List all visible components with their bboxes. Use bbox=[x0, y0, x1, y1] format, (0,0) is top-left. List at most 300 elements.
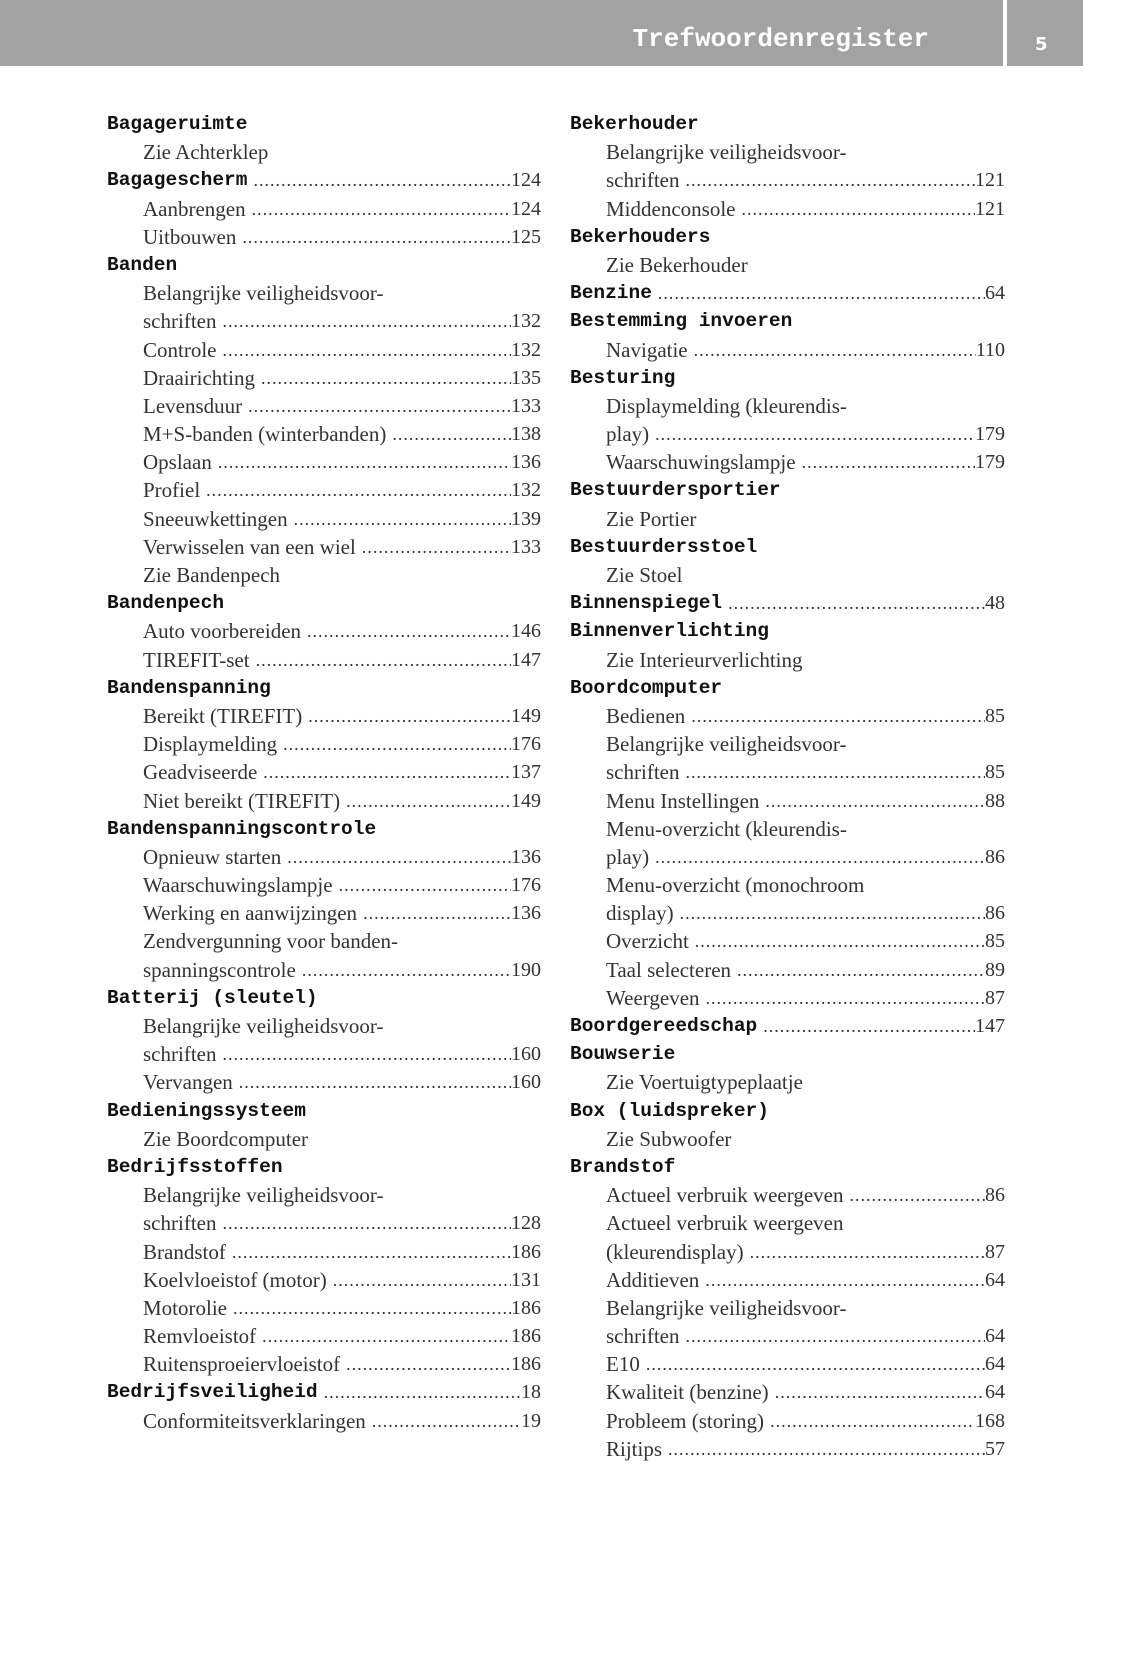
dot-leader bbox=[288, 505, 511, 533]
entry-text: Auto voorbereiden bbox=[143, 619, 302, 644]
index-entry bbox=[107, 815, 541, 843]
dot-leader bbox=[757, 1012, 975, 1040]
index-subentry bbox=[107, 1350, 541, 1378]
index-subentry bbox=[570, 815, 1005, 843]
dot-leader bbox=[722, 589, 985, 617]
entry-text: Batterij (sleutel) bbox=[107, 986, 318, 1009]
dot-leader bbox=[662, 1435, 985, 1463]
index-subentry bbox=[107, 1012, 541, 1040]
entry-text: Probleem (storing) bbox=[606, 1408, 765, 1433]
dot-leader bbox=[649, 843, 985, 871]
entry-text: Belangrijke veiligheidsvoor- bbox=[143, 281, 384, 306]
index-subentry bbox=[570, 251, 1005, 279]
dot-leader bbox=[246, 195, 511, 223]
page-reference: 121 bbox=[975, 169, 1005, 192]
page-reference: 132 bbox=[511, 338, 541, 361]
page-reference: 176 bbox=[511, 874, 541, 897]
page-reference: 88 bbox=[985, 789, 1005, 812]
dot-leader bbox=[356, 533, 511, 561]
page-reference: 64 bbox=[985, 1381, 1005, 1404]
index-subentry bbox=[570, 871, 1005, 899]
entry-text: Draairichting bbox=[143, 365, 255, 390]
page-reference: 128 bbox=[511, 1212, 541, 1235]
index-subentry bbox=[107, 223, 541, 251]
header-divider bbox=[1003, 0, 1007, 66]
index-entry bbox=[570, 589, 1005, 617]
entry-text: Opnieuw starten bbox=[143, 844, 282, 869]
entry-text: play) bbox=[606, 422, 650, 447]
page-reference: 64 bbox=[985, 282, 1005, 305]
entry-text: schriften bbox=[143, 1042, 217, 1067]
entry-text: Levensduur bbox=[143, 393, 243, 418]
dot-leader bbox=[255, 364, 511, 392]
entry-text: (kleurendisplay) bbox=[606, 1239, 744, 1264]
index-subentry bbox=[107, 364, 541, 392]
page-reference: 131 bbox=[511, 1268, 541, 1291]
index-entry bbox=[570, 223, 1005, 251]
dot-leader bbox=[679, 758, 985, 786]
entry-text: Boordgereedschap bbox=[570, 1015, 758, 1037]
entry-text: schriften bbox=[143, 309, 217, 334]
index-entry bbox=[107, 984, 541, 1012]
entry-text: Aanbrengen bbox=[143, 196, 246, 221]
dot-leader bbox=[366, 1407, 521, 1435]
index-subentry bbox=[107, 1068, 541, 1096]
index-entry bbox=[570, 279, 1005, 307]
entry-text: Bedrijfsstoffen bbox=[107, 1155, 283, 1178]
page-reference: 64 bbox=[985, 1325, 1005, 1348]
index-column-right bbox=[570, 110, 1005, 1463]
index-subentry bbox=[107, 392, 541, 420]
index-subentry bbox=[107, 1125, 541, 1153]
page-reference: 176 bbox=[511, 733, 541, 756]
entry-text: Bekerhouders bbox=[570, 225, 711, 248]
entry-text: Zie Voertuigtypeplaatje bbox=[606, 1070, 803, 1095]
page-reference: 110 bbox=[975, 338, 1005, 361]
entry-text: Bouwserie bbox=[570, 1043, 676, 1066]
entry-text: schriften bbox=[606, 760, 680, 785]
entry-text: Ruitensproeiervloeistof bbox=[143, 1352, 341, 1377]
entry-text: Binnenverlichting bbox=[570, 620, 769, 643]
index-subentry bbox=[570, 420, 1005, 448]
page-reference: 86 bbox=[985, 902, 1005, 925]
index-subentry bbox=[570, 561, 1005, 589]
page-number: 5 bbox=[1035, 34, 1048, 55]
entry-text: Menu Instellingen bbox=[606, 788, 760, 813]
index-entry bbox=[107, 589, 541, 617]
entry-text: Profiel bbox=[143, 478, 201, 503]
page-reference: 87 bbox=[985, 986, 1005, 1009]
dot-leader bbox=[688, 336, 976, 364]
index-entry bbox=[570, 476, 1005, 504]
index-entry bbox=[570, 1153, 1005, 1181]
entry-text: Sneeuwkettingen bbox=[143, 506, 288, 531]
page-reference: 135 bbox=[511, 366, 541, 389]
entry-text: Bagagescherm bbox=[107, 169, 248, 192]
index-subentry bbox=[107, 1322, 541, 1350]
entry-text: Opslaan bbox=[143, 450, 212, 475]
index-subentry bbox=[570, 1294, 1005, 1322]
page-reference: 132 bbox=[511, 310, 541, 333]
dot-leader bbox=[200, 476, 511, 504]
dot-leader bbox=[227, 1294, 511, 1322]
index-subentry bbox=[107, 646, 541, 674]
dot-leader bbox=[340, 1350, 511, 1378]
dot-leader bbox=[296, 956, 511, 984]
index-subentry bbox=[107, 956, 541, 984]
entry-text: Zie Interieurverlichting bbox=[606, 647, 803, 672]
dot-leader bbox=[216, 1209, 511, 1237]
dot-leader bbox=[735, 195, 975, 223]
dot-leader bbox=[333, 871, 511, 899]
index-subentry bbox=[107, 843, 541, 871]
page-reference: 18 bbox=[521, 1381, 541, 1404]
entry-text: Brandstof bbox=[143, 1239, 226, 1264]
page-reference: 160 bbox=[511, 1043, 541, 1066]
entry-text: Bandenspanningscontrole bbox=[107, 817, 377, 840]
entry-text: Menu-overzicht (monochroom bbox=[606, 873, 865, 898]
index-subentry bbox=[107, 871, 541, 899]
page-reference: 186 bbox=[511, 1325, 541, 1348]
page-reference: 147 bbox=[511, 648, 541, 671]
dot-leader bbox=[327, 1266, 511, 1294]
index-subentry bbox=[107, 195, 541, 223]
entry-text: Uitbouwen bbox=[143, 224, 237, 249]
index-subentry bbox=[107, 787, 541, 815]
entry-text: Bestuurdersportier bbox=[570, 479, 781, 502]
index-subentry bbox=[107, 899, 541, 927]
index-entry bbox=[570, 1040, 1005, 1068]
entry-text: Zie Bandenpech bbox=[143, 563, 281, 587]
dot-leader bbox=[233, 1068, 511, 1096]
page-reference: 133 bbox=[511, 535, 541, 558]
entry-text: Belangrijke veiligheidsvoor- bbox=[143, 1014, 384, 1038]
index-subentry bbox=[107, 138, 541, 166]
entry-text: Zie Achterklep bbox=[143, 140, 269, 165]
entry-text: Actueel verbruik weergeven bbox=[606, 1183, 844, 1208]
index-entry bbox=[570, 1097, 1005, 1125]
index-subentry bbox=[570, 984, 1005, 1012]
dot-leader bbox=[652, 279, 985, 307]
dot-leader bbox=[236, 223, 511, 251]
index-subentry bbox=[570, 505, 1005, 533]
entry-text: Kwaliteit (benzine) bbox=[606, 1380, 769, 1405]
page-reference: 85 bbox=[985, 761, 1005, 784]
index-subentry bbox=[570, 1407, 1005, 1435]
index-entry bbox=[107, 251, 541, 279]
page-reference: 179 bbox=[975, 423, 1005, 446]
dot-leader bbox=[844, 1181, 985, 1209]
index-subentry bbox=[107, 1209, 541, 1237]
entry-text: Displaymelding (kleurendis- bbox=[606, 393, 847, 418]
index-subentry bbox=[107, 617, 541, 645]
dot-leader bbox=[301, 617, 511, 645]
entry-text: Verwisselen van een wiel bbox=[143, 534, 356, 559]
section-title: Trefwoordenregister bbox=[632, 24, 929, 54]
index-subentry bbox=[107, 279, 541, 307]
page-reference: 86 bbox=[985, 1184, 1005, 1207]
index-subentry bbox=[107, 307, 541, 335]
index-entry bbox=[107, 110, 541, 138]
dot-leader bbox=[212, 448, 511, 476]
entry-text: Bandenspanning bbox=[107, 676, 271, 699]
index-subentry bbox=[570, 1266, 1005, 1294]
index-subentry bbox=[570, 195, 1005, 223]
page-reference: 57 bbox=[985, 1437, 1005, 1460]
index-subentry bbox=[107, 730, 541, 758]
dot-leader bbox=[242, 392, 511, 420]
dot-leader bbox=[674, 899, 985, 927]
page-reference: 124 bbox=[511, 169, 541, 192]
entry-text: Conformiteitsverklaringen bbox=[143, 1408, 366, 1433]
entry-text: Menu-overzicht (kleurendis- bbox=[606, 816, 847, 841]
page-reference: 139 bbox=[511, 507, 541, 530]
index-subentry bbox=[570, 1209, 1005, 1237]
index-subentry bbox=[570, 730, 1005, 758]
page-reference: 64 bbox=[985, 1353, 1005, 1376]
entry-text: Middenconsole bbox=[606, 196, 736, 221]
index-subentry bbox=[107, 758, 541, 786]
entry-text: Bestuurdersstoel bbox=[570, 535, 758, 558]
entry-text: Niet bereikt (TIREFIT) bbox=[143, 788, 341, 813]
entry-text: display) bbox=[606, 901, 674, 926]
entry-text: Bandenpech bbox=[107, 592, 225, 615]
dot-leader bbox=[216, 1040, 511, 1068]
index-entry bbox=[107, 1378, 541, 1406]
entry-text: Zie Bekerhouder bbox=[606, 252, 748, 277]
index-subentry bbox=[570, 927, 1005, 955]
page-reference: 160 bbox=[511, 1071, 541, 1094]
entry-text: Waarschuwingslampje bbox=[143, 873, 333, 898]
entry-text: Werking en aanwijzingen bbox=[143, 901, 358, 926]
entry-text: Belangrijke veiligheidsvoor- bbox=[606, 732, 847, 757]
index-subentry bbox=[570, 843, 1005, 871]
page-reference: 136 bbox=[511, 451, 541, 474]
entry-text: Boordcomputer bbox=[570, 676, 723, 699]
index-entry bbox=[570, 533, 1005, 561]
entry-text: Bestemming invoeren bbox=[570, 310, 793, 333]
page-reference: 190 bbox=[511, 958, 541, 981]
index-subentry bbox=[107, 420, 541, 448]
dot-leader bbox=[769, 1378, 985, 1406]
index-entry bbox=[570, 674, 1005, 702]
dot-leader bbox=[679, 1322, 985, 1350]
page-reference: 89 bbox=[985, 958, 1005, 981]
entry-text: Binnenspiegel bbox=[570, 592, 723, 615]
index-subentry bbox=[107, 1294, 541, 1322]
entry-text: play) bbox=[606, 844, 650, 869]
index-entry bbox=[107, 674, 541, 702]
dot-leader bbox=[257, 758, 511, 786]
index-subentry bbox=[107, 533, 541, 561]
page-reference: 136 bbox=[511, 845, 541, 868]
entry-text: Remvloeistof bbox=[143, 1324, 257, 1349]
dot-leader bbox=[685, 702, 985, 730]
index-subentry bbox=[107, 505, 541, 533]
page-reference: 147 bbox=[975, 1015, 1005, 1037]
entry-text: Actueel verbruik weergeven bbox=[606, 1211, 844, 1236]
dot-leader bbox=[217, 336, 512, 364]
dot-leader bbox=[700, 984, 985, 1012]
entry-text: Zendvergunning voor banden- bbox=[143, 929, 399, 954]
index-column-left bbox=[107, 110, 541, 1435]
entry-text: Controle bbox=[143, 337, 217, 362]
entry-text: Waarschuwingslampje bbox=[606, 450, 796, 475]
index-subentry bbox=[107, 1266, 541, 1294]
index-subentry bbox=[107, 561, 541, 589]
dot-leader bbox=[640, 1350, 985, 1378]
dot-leader bbox=[689, 927, 985, 955]
entry-text: schriften bbox=[606, 168, 680, 193]
page-header-bar bbox=[0, 0, 1083, 66]
index-entry bbox=[570, 1012, 1005, 1040]
entry-text: Navigatie bbox=[606, 337, 688, 362]
index-subentry bbox=[570, 787, 1005, 815]
index-subentry bbox=[570, 956, 1005, 984]
page-reference: 64 bbox=[985, 1268, 1005, 1291]
entry-text: Banden bbox=[107, 253, 178, 276]
index-entry bbox=[107, 1097, 541, 1125]
dot-leader bbox=[744, 1238, 985, 1266]
entry-text: Zie Portier bbox=[606, 506, 697, 531]
index-subentry bbox=[107, 448, 541, 476]
page-reference: 85 bbox=[985, 704, 1005, 727]
entry-text: Koelvloeistof (motor) bbox=[143, 1267, 327, 1292]
dot-leader bbox=[764, 1407, 975, 1435]
page-reference: 146 bbox=[511, 620, 541, 643]
dot-leader bbox=[679, 166, 975, 194]
index-subentry bbox=[570, 899, 1005, 927]
entry-text: schriften bbox=[606, 1324, 680, 1349]
page-reference: 186 bbox=[511, 1353, 541, 1376]
entry-text: Taal selecteren bbox=[606, 957, 732, 982]
entry-text: Belangrijke veiligheidsvoor- bbox=[143, 1183, 384, 1208]
entry-text: Overzicht bbox=[606, 929, 689, 954]
entry-text: Weergeven bbox=[606, 985, 700, 1010]
entry-text: Benzine bbox=[570, 282, 652, 305]
page-reference: 186 bbox=[511, 1240, 541, 1263]
entry-text: schriften bbox=[143, 1211, 217, 1236]
index-subentry bbox=[107, 927, 541, 955]
page-reference: 149 bbox=[511, 704, 541, 727]
index-subentry bbox=[107, 702, 541, 730]
index-subentry bbox=[570, 392, 1005, 420]
dot-leader bbox=[277, 730, 511, 758]
entry-text: Belangrijke veiligheidsvoor- bbox=[606, 140, 847, 165]
dot-leader bbox=[318, 1378, 521, 1406]
index-subentry bbox=[107, 476, 541, 504]
index-subentry bbox=[570, 1181, 1005, 1209]
page-reference: 136 bbox=[511, 902, 541, 925]
index-subentry bbox=[107, 1040, 541, 1068]
entry-text: Bedienen bbox=[606, 703, 686, 728]
page-reference: 138 bbox=[511, 423, 541, 446]
dot-leader bbox=[247, 166, 511, 194]
index-subentry bbox=[570, 336, 1005, 364]
page-reference: 124 bbox=[511, 197, 541, 220]
page-reference: 168 bbox=[975, 1409, 1005, 1432]
entry-text: Zie Subwoofer bbox=[606, 1126, 732, 1151]
index-subentry bbox=[570, 1350, 1005, 1378]
page-reference: 19 bbox=[521, 1409, 541, 1432]
page-reference: 125 bbox=[511, 225, 541, 248]
entry-text: Additieven bbox=[606, 1267, 700, 1292]
entry-text: Bagageruimte bbox=[107, 113, 248, 135]
dot-leader bbox=[649, 420, 975, 448]
entry-text: Geadviseerde bbox=[143, 760, 258, 785]
entry-text: Bekerhouder bbox=[570, 113, 699, 135]
index-subentry bbox=[570, 166, 1005, 194]
page-reference: 186 bbox=[511, 1296, 541, 1319]
index-subentry bbox=[107, 336, 541, 364]
dot-leader bbox=[302, 702, 511, 730]
index-subentry bbox=[107, 1407, 541, 1435]
index-subentry bbox=[570, 1238, 1005, 1266]
index-entry bbox=[570, 617, 1005, 645]
index-subentry bbox=[570, 1322, 1005, 1350]
entry-text: Zie Stoel bbox=[606, 563, 683, 587]
page-reference: 87 bbox=[985, 1240, 1005, 1263]
entry-text: Motorolie bbox=[143, 1295, 227, 1320]
entry-text: Bedrijfsveiligheid bbox=[107, 1381, 318, 1404]
index-entry bbox=[570, 110, 1005, 138]
index-subentry bbox=[570, 758, 1005, 786]
entry-text: M+S-banden (winterbanden) bbox=[143, 422, 387, 447]
entry-text: Displaymelding bbox=[143, 732, 278, 757]
entry-text: Zie Boordcomputer bbox=[143, 1126, 309, 1151]
index-entry bbox=[570, 364, 1005, 392]
index-entry bbox=[107, 166, 541, 194]
page-reference: 137 bbox=[511, 761, 541, 784]
entry-text: Bereikt (TIREFIT) bbox=[143, 703, 303, 728]
dot-leader bbox=[731, 956, 985, 984]
entry-text: Vervangen bbox=[143, 1070, 233, 1095]
dot-leader bbox=[250, 646, 511, 674]
page-reference: 48 bbox=[985, 592, 1005, 615]
index-entry bbox=[570, 307, 1005, 335]
page-reference: 133 bbox=[511, 394, 541, 417]
index-subentry bbox=[570, 646, 1005, 674]
entry-text: TIREFIT-set bbox=[143, 647, 250, 672]
entry-text: E10 bbox=[606, 1352, 640, 1377]
entry-text: Box (luidspreker) bbox=[570, 1099, 769, 1122]
dot-leader bbox=[281, 843, 511, 871]
page-reference: 85 bbox=[985, 930, 1005, 953]
dot-leader bbox=[796, 448, 975, 476]
dot-leader bbox=[340, 787, 511, 815]
index-subentry bbox=[570, 1125, 1005, 1153]
index-subentry bbox=[570, 448, 1005, 476]
index-subentry bbox=[570, 1378, 1005, 1406]
index-subentry bbox=[570, 138, 1005, 166]
index-subentry bbox=[107, 1238, 541, 1266]
dot-leader bbox=[216, 307, 511, 335]
page-reference: 121 bbox=[975, 197, 1005, 220]
page-reference: 86 bbox=[985, 845, 1005, 868]
page-reference: 179 bbox=[975, 451, 1005, 474]
index-subentry bbox=[570, 1435, 1005, 1463]
dot-leader bbox=[357, 899, 511, 927]
dot-leader bbox=[226, 1238, 511, 1266]
dot-leader bbox=[386, 420, 511, 448]
dot-leader bbox=[699, 1266, 985, 1294]
page-reference: 132 bbox=[511, 479, 541, 502]
entry-text: Brandstof bbox=[570, 1155, 676, 1178]
index-subentry bbox=[107, 1181, 541, 1209]
index-entry bbox=[107, 1153, 541, 1181]
entry-text: Rijtips bbox=[606, 1436, 663, 1461]
index-subentry bbox=[570, 702, 1005, 730]
